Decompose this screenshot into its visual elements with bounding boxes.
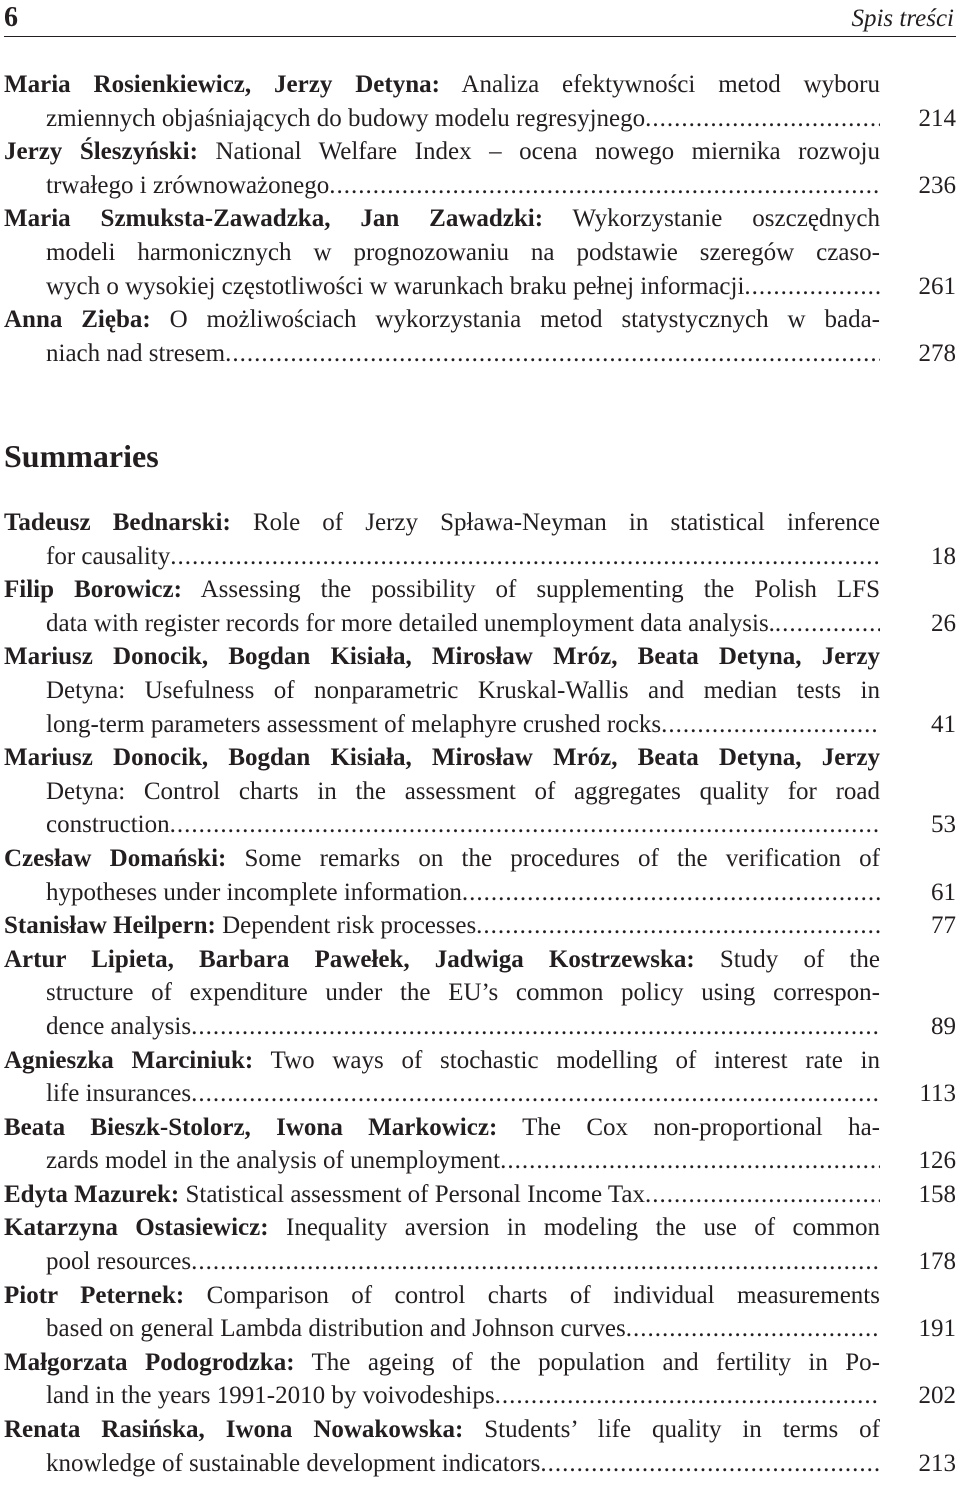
toc-entry-final-line — [0, 169, 880, 203]
toc-entry-title-start: The ageing of the population and fertility in Po- — [294, 1348, 881, 1376]
toc-entry-first-line — [0, 1413, 880, 1447]
toc-entry-final-line — [0, 1010, 880, 1044]
toc-entry-authors: Piotr Peternek: — [4, 1281, 185, 1309]
toc-entry-title-start: Comparison of control charts of individual measurements — [184, 1281, 880, 1309]
toc-leader-dots — [540, 1447, 880, 1481]
toc-entry — [0, 1346, 960, 1413]
toc-entry-first-line — [0, 741, 880, 775]
toc-entry-authors: Małgorzata Podogrodzka: — [4, 1348, 295, 1376]
toc-entry-title-end: long-term parameters assessment of melaphyre crushed rocks — [46, 710, 662, 738]
toc-entry-final-line — [0, 1245, 880, 1279]
toc-entry-final-line — [0, 270, 880, 304]
toc-leader-dots — [645, 1178, 880, 1212]
toc-entry-final-line — [0, 1379, 880, 1413]
toc-leader-dots — [170, 540, 880, 574]
toc-entry — [0, 640, 960, 741]
toc-entry-title-end: trwałego i zrównoważonego — [46, 171, 330, 199]
toc-entry-page-number: 191 — [918, 1315, 956, 1343]
toc-entry-final-line — [0, 102, 880, 136]
toc-entry-title-start: Some remarks on the procedures of the verification of — [226, 844, 880, 872]
toc-leader-dots — [191, 1077, 880, 1111]
toc-entry-final-line — [0, 808, 880, 842]
toc-entry-final-line — [0, 540, 880, 574]
toc-entry — [0, 1279, 960, 1346]
toc-leader-dots — [191, 1245, 880, 1279]
toc-entry-first-line — [0, 573, 880, 607]
toc-entry-first-line — [0, 1178, 880, 1212]
toc-entry-final-line — [0, 337, 880, 371]
toc-entry-page-number: 261 — [918, 272, 956, 300]
toc-entry — [0, 1044, 960, 1111]
toc-entry-page-number: 41 — [931, 710, 956, 738]
header-rule — [4, 36, 956, 37]
toc-entry-final-line — [0, 1077, 880, 1111]
toc-entry-first-line — [0, 640, 880, 674]
section-title-summaries: Summaries — [4, 438, 159, 474]
toc-entry-authors: Renata Rasińska, Iwona Nowakowska: — [4, 1416, 464, 1444]
toc-entry-authors: Czesław Domański: — [4, 844, 227, 872]
toc-entry-title-end: hypotheses under incomplete information — [46, 878, 462, 906]
toc-entry-authors: Stanisław Heilpern: — [4, 912, 216, 940]
page-header — [4, 2, 956, 34]
toc-leader-dots — [744, 270, 880, 304]
toc-entry-title-end: zards model in the analysis of unemployment — [46, 1147, 501, 1175]
toc-entry-authors: Maria Szmuksta-Zawadzka, Jan Zawadzki: — [4, 205, 544, 233]
toc-entry-title-end: for causality — [46, 542, 171, 570]
toc-entry — [0, 202, 960, 303]
toc-entry-title-start: Analiza efektywności metod wyboru — [439, 71, 880, 98]
toc-entry-page-number: 202 — [918, 1382, 956, 1410]
toc-entry-title-start: Statistical assessment of Personal Income Tax — [179, 1180, 645, 1208]
toc-entry-first-line — [0, 842, 880, 876]
toc-entry-title-start: Dependent risk processes — [215, 912, 477, 940]
toc-entry-continuation-line: modeli harmonicznych w prognozowaniu na podstawie szeregów czaso- — [46, 238, 880, 266]
toc-entry-authors: Agnieszka Marciniuk: — [4, 1046, 254, 1074]
toc-entry-page-number: 213 — [918, 1449, 956, 1477]
toc-entry-first-line — [0, 135, 880, 169]
toc-entry-title-end: land in the years 1991-2010 by voivodeships — [46, 1382, 495, 1410]
toc-entry-authors: Beata Bieszk-Stolorz, Iwona Markowicz: — [4, 1113, 498, 1141]
toc-entry — [0, 842, 960, 909]
toc-entry-title-end: pool resources — [46, 1248, 192, 1276]
toc-entry-title-end: based on general Lambda distribution and Johnson curves — [46, 1315, 626, 1343]
toc-entry-final-line — [0, 607, 880, 641]
toc-entry-first-line — [0, 202, 880, 236]
toc-entry-title-start: Study of the — [694, 945, 881, 973]
toc-entry-page-number: 26 — [931, 609, 956, 637]
toc-leader-dots — [645, 102, 880, 136]
toc-entry-first-line — [0, 303, 880, 337]
running-head: Spis treści — [851, 5, 954, 32]
toc-entry-title-end: niach nad stresem — [46, 339, 226, 367]
toc-entry-authors: Jerzy Śleszyński: — [4, 138, 198, 166]
toc-entry-title-start: O możliwościach wykorzystania metod statystycznych w bada- — [150, 306, 880, 334]
toc-entry-title-start: The Cox non-proportional ha- — [497, 1113, 880, 1141]
toc-entry-title-end: zmiennych objaśniających do budowy modelu regresyjnego — [46, 104, 646, 132]
toc-entry-first-text-wrap — [4, 1178, 645, 1212]
toc-entry-first-text-wrap — [4, 909, 476, 943]
toc-entry-final-line — [0, 1447, 880, 1481]
toc-leader-dots — [225, 337, 880, 371]
toc-leader-dots — [775, 607, 880, 641]
toc-entry — [0, 1413, 960, 1480]
toc-entry-title-end: data with register records for more detailed unemployment data analysis. — [46, 609, 775, 637]
toc-entry-first-line — [0, 1211, 880, 1245]
toc-entry — [0, 68, 960, 135]
toc-entry-title-end: knowledge of sustainable development indicators — [46, 1449, 541, 1477]
toc-entry — [0, 741, 960, 842]
toc-entry-final-line — [0, 708, 880, 742]
toc-entry-title-start: Inequality aversion in modeling the use of common — [268, 1214, 881, 1242]
toc-section-summaries — [0, 506, 960, 1480]
toc-entry-first-line — [0, 1279, 880, 1313]
toc-entry-continuation-line: Detyna: Control charts in the assessment of aggregates quality for road — [46, 777, 880, 805]
page-number: 6 — [4, 2, 18, 33]
toc-entry-page-number: 278 — [918, 339, 956, 367]
toc-entry-page-number: 61 — [931, 878, 956, 906]
toc-entry-page-number: 18 — [931, 542, 956, 570]
toc-entry-authors: Edyta Mazurek: — [4, 1180, 180, 1208]
toc-leader-dots — [170, 808, 880, 842]
toc-entry-continuation-line: Detyna: Usefulness of nonparametric Kruskal-Wallis and median tests in — [46, 676, 880, 704]
toc-entry-title-end: dence analysis — [46, 1012, 192, 1040]
toc-entry-title-end: construction — [46, 811, 170, 839]
toc-entry-first-line — [0, 943, 880, 977]
toc-entry-title-start: Assessing the possibility of supplementing the Polish LFS — [181, 576, 880, 604]
toc-entry-page-number: 77 — [931, 912, 956, 940]
toc-leader-dots — [500, 1144, 880, 1178]
toc-entry-title-start: Students’ life quality in terms of — [463, 1416, 880, 1444]
toc-entry-final-line — [0, 876, 880, 910]
toc-entry-page-number: 158 — [918, 1180, 956, 1208]
toc-leader-dots — [626, 1312, 880, 1346]
toc-entry — [0, 506, 960, 573]
toc-leader-dots — [462, 876, 880, 910]
toc-entry-continuation-line: structure of expenditure under the EU’s common policy using correspon- — [46, 979, 880, 1007]
toc-leader-dots — [191, 1010, 880, 1044]
toc-entry-page-number: 214 — [918, 104, 956, 132]
toc-entry-first-line — [0, 506, 880, 540]
toc-entry — [0, 573, 960, 640]
toc-entry-first-line — [0, 909, 880, 943]
toc-entry-first-line — [0, 1346, 880, 1380]
toc-entry-first-line — [0, 1044, 880, 1078]
toc-entry-page-number: 89 — [931, 1012, 956, 1040]
toc-entry-first-line — [0, 68, 880, 102]
toc-entry — [0, 1111, 960, 1178]
toc-entry — [0, 909, 960, 943]
toc-entry — [0, 303, 960, 370]
toc-section-polish — [0, 68, 960, 370]
toc-entry-final-line — [0, 1144, 880, 1178]
toc-leader-dots — [661, 708, 880, 742]
toc-entry-authors: Tadeusz Bednarski: — [4, 509, 231, 536]
toc-entry-page-number: 126 — [918, 1147, 956, 1175]
toc-entry — [0, 1178, 960, 1212]
toc-entry-final-line — [0, 1312, 880, 1346]
toc-entry-authors: Filip Borowicz: — [4, 576, 182, 604]
toc-entry-first-line — [0, 1111, 880, 1145]
toc-entry-title-end: life insurances — [46, 1080, 192, 1108]
toc-entry-authors: Anna Zięba: — [4, 306, 151, 334]
toc-entry-title-end: wych o wysokiej częstotliwości w warunkach braku pełnej informacji — [46, 272, 745, 300]
toc-entry-page-number: 236 — [918, 171, 956, 199]
toc-leader-dots — [495, 1379, 880, 1413]
toc-leader-dots — [329, 169, 880, 203]
toc-entry-authors: Katarzyna Ostasiewicz: — [4, 1214, 269, 1242]
toc-entry-title-start: Wykorzystanie oszczędnych — [543, 205, 881, 233]
toc-entry-authors: Maria Rosienkiewicz, Jerzy Detyna: — [4, 71, 440, 98]
toc-entry-page-number: 113 — [919, 1080, 956, 1108]
toc-entry — [0, 943, 960, 1044]
toc-entry-title-start: National Welfare Index – ocena nowego miernika rozwoju — [197, 138, 881, 166]
toc-entry — [0, 135, 960, 202]
toc-entry-page-number: 178 — [918, 1248, 956, 1276]
toc-entry-title-start: Two ways of stochastic modelling of interest rate in — [253, 1046, 880, 1074]
toc-entry-page-number: 53 — [931, 811, 956, 839]
toc-entry-authors: Mariusz Donocik, Bogdan Kisiała, Mirosław Mróz, Beata Detyna, Jerzy — [4, 744, 880, 772]
toc-leader-dots — [476, 909, 880, 943]
toc-entry — [0, 1211, 960, 1278]
toc-entry-authors: Mariusz Donocik, Bogdan Kisiała, Mirosław Mróz, Beata Detyna, Jerzy — [4, 643, 880, 671]
toc-entry-authors: Artur Lipieta, Barbara Pawełek, Jadwiga Kostrzewska: — [4, 945, 695, 973]
toc-entry-title-start: Role of Jerzy Spława-Neyman in statistical inference — [230, 509, 880, 536]
